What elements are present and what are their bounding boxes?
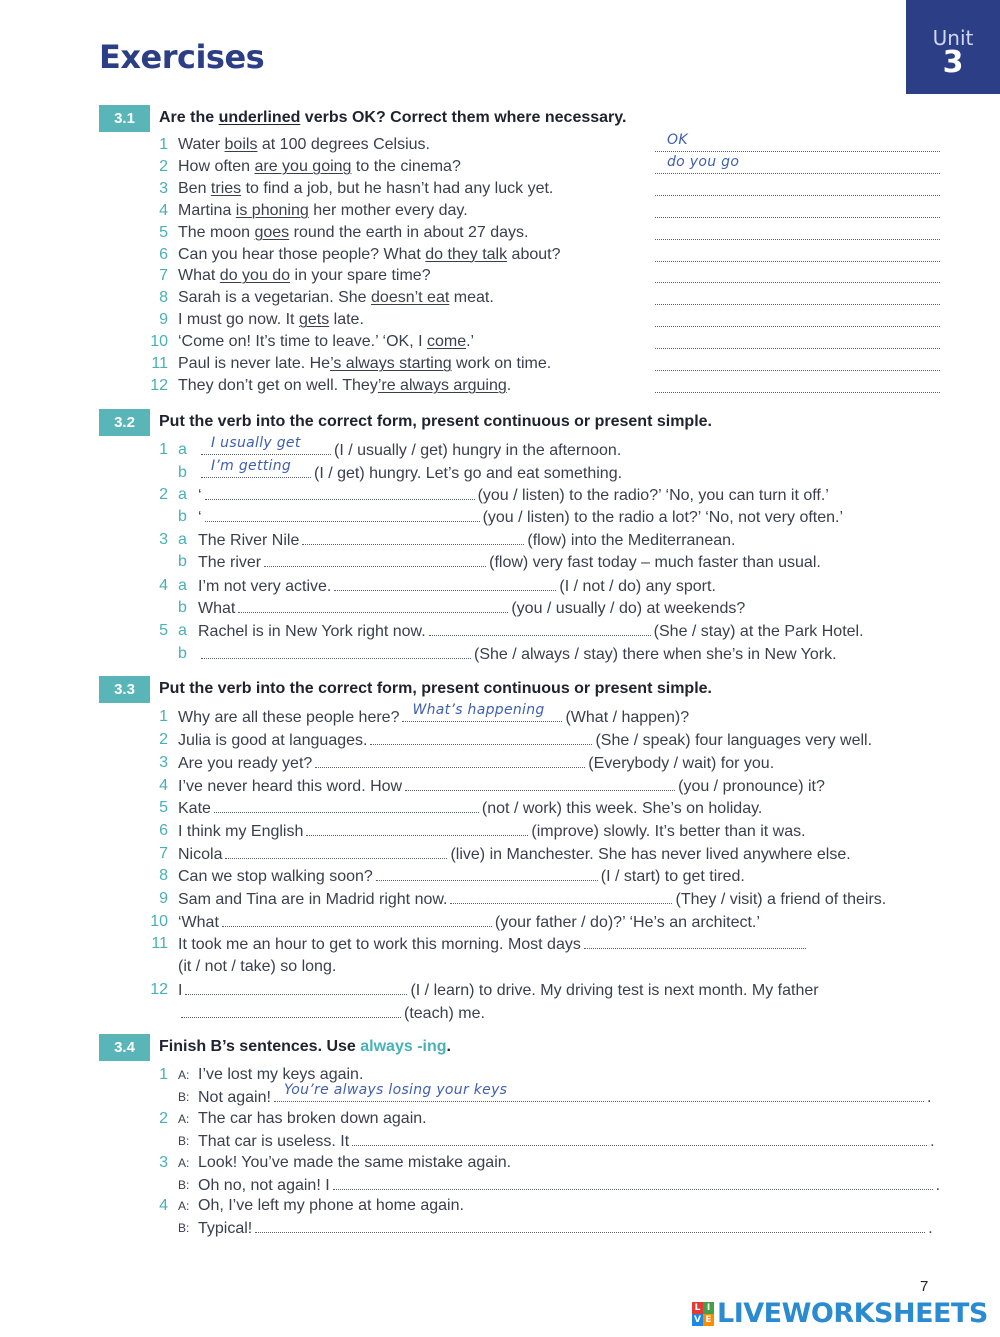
sentence-text: Paul is never late. He xyxy=(178,355,331,372)
item-number: 11 xyxy=(151,935,168,952)
sentence-text: How often xyxy=(178,157,255,175)
sentence-text: to the cinema? xyxy=(351,157,461,175)
list-item xyxy=(0,484,1000,506)
item-number: 7 xyxy=(159,267,168,285)
item-number: 4 xyxy=(159,1197,168,1214)
list-item xyxy=(0,435,1000,461)
sentence-text: Nicola xyxy=(178,846,223,863)
item-sentence xyxy=(198,620,864,643)
underlined-verb: doesn’t eat xyxy=(371,289,450,307)
sentence-text: (not / work) this week. She’s on holiday. xyxy=(481,800,763,817)
list-item xyxy=(0,888,1000,910)
item-sentence xyxy=(178,797,762,820)
answer-blank[interactable] xyxy=(306,820,528,836)
list-item xyxy=(0,200,1000,222)
sentence-text: (I / get) hungry. Let’s go and eat something. xyxy=(314,465,623,482)
item-number: 7 xyxy=(159,845,168,862)
sentence-text: Typical! xyxy=(198,1220,253,1237)
list-item xyxy=(0,178,1000,200)
underlined-verb: boils xyxy=(224,136,258,153)
dialogue-line-b xyxy=(0,1174,1000,1196)
dialogue-line-b xyxy=(0,1130,1000,1152)
list-item xyxy=(0,309,1000,331)
sentence-text: Not again! xyxy=(198,1089,271,1106)
item-sentence xyxy=(178,752,774,775)
item-number: 1 xyxy=(159,136,168,153)
sentence-end: . xyxy=(928,1220,933,1237)
list-item xyxy=(0,729,1000,751)
sentence-text: The moon xyxy=(178,223,255,241)
item-sentence xyxy=(198,597,745,620)
sentence-text: I think my English xyxy=(178,823,304,840)
item-sentence xyxy=(178,820,806,843)
list-item xyxy=(0,597,1000,619)
sentence-text: I’m not very active. xyxy=(198,578,332,595)
item-letter: b xyxy=(178,599,187,616)
item-sentence xyxy=(178,843,851,866)
sentence-text: That car is useless. It xyxy=(198,1133,350,1150)
item-letter: a xyxy=(178,531,187,548)
sentence-text: at 100 degrees Celsius. xyxy=(257,136,430,153)
answer-blank[interactable] xyxy=(655,180,940,196)
answer-blank[interactable] xyxy=(225,843,447,859)
item-sentence xyxy=(198,643,837,666)
dialogue-line-a xyxy=(0,1152,1000,1174)
list-item xyxy=(0,797,1000,819)
item-number: 10 xyxy=(150,913,168,930)
speaker-b-text xyxy=(198,1082,932,1109)
list-item xyxy=(0,529,1000,551)
sentence-text: her mother every day. xyxy=(308,201,468,219)
item-sentence xyxy=(178,331,474,353)
item-letter: a xyxy=(178,486,187,503)
item-number: 5 xyxy=(159,223,168,241)
item-sentence xyxy=(178,865,745,888)
answer-blank[interactable] xyxy=(655,153,940,174)
answer-blank[interactable] xyxy=(655,333,940,349)
sentence-text: . xyxy=(506,376,512,394)
sentence-text: Oh no, not again! I xyxy=(198,1177,330,1194)
list-item xyxy=(0,933,1000,955)
sentence-text: (live) in Manchester. She has never lived anywhere else. xyxy=(450,846,851,863)
item-number: 4 xyxy=(159,577,168,594)
item-sentence xyxy=(178,178,553,200)
list-item xyxy=(0,551,1000,573)
sentence-text: work on time. xyxy=(451,355,552,372)
speaker-a-text: I’ve lost my keys again. xyxy=(198,1066,364,1083)
sentence-text: Why are all these people here? xyxy=(178,709,400,726)
sentence-text: meat. xyxy=(449,289,494,307)
item-number: 1 xyxy=(159,441,168,458)
sentence-text: Ben xyxy=(178,179,211,197)
underlined-verb: gets xyxy=(298,311,330,329)
item-number: 3 xyxy=(159,1154,168,1171)
answer-blank[interactable] xyxy=(315,752,585,768)
underlined-verb: do you do xyxy=(219,267,291,285)
speaker-a-text: Oh, I’ve left my phone at home again. xyxy=(198,1197,464,1214)
sentence-text: (improve) slowly. It’s better than it was. xyxy=(531,823,806,840)
answer-blank[interactable] xyxy=(655,377,940,393)
speaker-label: B: xyxy=(178,1178,190,1192)
list-item xyxy=(0,222,1000,244)
sentence-text: (She / stay) at the Park Hotel. xyxy=(653,623,864,640)
sentence-text: (What / happen)? xyxy=(565,709,690,726)
item-sentence xyxy=(178,888,886,911)
sentence-text: round the earth in about 27 days. xyxy=(289,223,529,241)
item-sentence xyxy=(178,1002,485,1025)
sentence-text: ‘What xyxy=(178,914,219,931)
speaker-label: B: xyxy=(178,1221,190,1235)
item-number: 1 xyxy=(159,708,168,725)
handwritten-answer: OK xyxy=(667,132,688,148)
answer-blank[interactable] xyxy=(429,620,651,636)
exercise-badge: 3.2 xyxy=(99,409,150,436)
handwritten-answer: You’re always losing your keys xyxy=(283,1082,508,1098)
unit-number: 3 xyxy=(942,45,964,80)
item-letter: b xyxy=(178,553,187,570)
sentence-text: (I / learn) to drive. My driving test is next month. My father xyxy=(410,982,819,999)
answer-blank[interactable] xyxy=(205,506,480,522)
sentence-text: The River Nile xyxy=(198,532,300,549)
item-number: 2 xyxy=(159,1110,168,1127)
list-item xyxy=(0,575,1000,597)
sentence-text: ‘ xyxy=(198,509,202,526)
item-number: 6 xyxy=(159,245,168,263)
page-number: 7 xyxy=(920,1278,929,1295)
answer-blank[interactable] xyxy=(655,267,940,283)
speaker-b-text xyxy=(198,1130,935,1153)
item-letter: a xyxy=(178,622,187,639)
item-sentence xyxy=(178,375,511,397)
exercise-instruction: Finish B’s sentences. Use always -ing. xyxy=(159,1038,451,1055)
speaker-a-text: Look! You’ve made the same mistake again. xyxy=(198,1154,512,1171)
list-item xyxy=(0,134,1000,156)
item-sentence xyxy=(178,702,690,729)
answer-blank[interactable] xyxy=(264,551,486,567)
item-sentence xyxy=(178,956,336,978)
sentence-text: What xyxy=(198,600,236,617)
list-item-continuation xyxy=(0,1002,1000,1024)
sentence-text: They don’t get on well. They xyxy=(178,376,378,394)
answer-blank[interactable] xyxy=(655,246,940,262)
item-sentence xyxy=(178,775,825,798)
underlined-verb: tries xyxy=(210,179,242,197)
answer-blank[interactable] xyxy=(402,702,562,722)
sentence-text: I xyxy=(178,982,183,999)
sentence-text: (I / not / do) any sport. xyxy=(559,578,716,595)
liveworksheets-logo xyxy=(692,1298,988,1329)
list-item xyxy=(0,506,1000,528)
answer-blank[interactable] xyxy=(238,597,508,613)
item-letter: b xyxy=(178,645,187,662)
item-sentence xyxy=(198,458,623,485)
item-number: 2 xyxy=(159,486,168,503)
item-sentence xyxy=(178,244,561,266)
page-title: Exercises xyxy=(99,38,265,76)
item-number: 10 xyxy=(150,333,168,351)
list-item xyxy=(0,979,1000,1001)
sentence-text: Can we stop walking soon? xyxy=(178,868,373,885)
sentence-text: (flow) into the Mediterranean. xyxy=(527,532,736,549)
sentence-text: (you / listen) to the radio a lot?’ ‘No, not very often.’ xyxy=(482,509,844,526)
underlined-verb: do they talk xyxy=(425,245,508,263)
answer-blank[interactable] xyxy=(655,355,940,371)
sentence-text: (you / usually / do) at weekends? xyxy=(511,600,746,617)
answer-blank[interactable] xyxy=(450,888,672,904)
list-item xyxy=(0,331,1000,353)
item-sentence xyxy=(178,309,364,331)
list-item xyxy=(0,865,1000,887)
sentence-text: (She / always / stay) there when she’s in New York. xyxy=(474,646,837,663)
item-sentence xyxy=(198,575,716,598)
item-letter: b xyxy=(178,508,187,525)
underlined-verb: goes xyxy=(254,223,290,241)
list-item xyxy=(0,620,1000,642)
exercise-instruction: Put the verb into the correct form, present continuous or present simple. xyxy=(159,680,712,697)
underlined-verb: come xyxy=(426,333,467,351)
sentence-text: .’ xyxy=(466,333,475,351)
dialogue-line-b xyxy=(0,1082,1000,1108)
sentence-text: (I / start) to get tired. xyxy=(600,868,745,885)
list-item xyxy=(0,353,1000,375)
speaker-label: A: xyxy=(178,1068,190,1082)
underlined-verb: ’re always arguing xyxy=(377,376,507,394)
sentence-end: . xyxy=(926,1089,932,1106)
list-item xyxy=(0,265,1000,287)
sentence-text: (it / not / take) so long. xyxy=(178,958,337,975)
sentence-text: What xyxy=(178,267,220,285)
item-sentence xyxy=(198,506,843,529)
speaker-label: B: xyxy=(178,1090,190,1104)
sentence-text: Martina xyxy=(178,201,236,219)
sentence-text: I must go now. It xyxy=(178,311,299,329)
sentence-text: (your father / do)?’ ‘He’s an architect.’ xyxy=(494,914,760,931)
answer-blank[interactable] xyxy=(334,575,556,591)
item-sentence xyxy=(178,156,461,178)
sentence-text: Water xyxy=(178,136,225,153)
sentence-text: Julia is good at languages. xyxy=(178,732,368,749)
item-number: 3 xyxy=(159,531,168,548)
list-item xyxy=(0,820,1000,842)
list-item xyxy=(0,153,1000,178)
item-sentence xyxy=(178,911,760,934)
item-sentence xyxy=(178,134,430,156)
dialogue-line-a xyxy=(0,1195,1000,1217)
sentence-text: Sam and Tina are in Madrid right now. xyxy=(178,891,448,908)
dialogue-line-a xyxy=(0,1108,1000,1130)
answer-blank[interactable] xyxy=(655,289,940,305)
answer-blank[interactable] xyxy=(352,1130,927,1146)
item-letter: b xyxy=(178,464,187,481)
list-item xyxy=(0,643,1000,665)
item-number: 9 xyxy=(159,311,168,329)
speaker-label: B: xyxy=(178,1134,190,1148)
sentence-text: ‘Come on! It’s time to leave.’ ‘OK, I xyxy=(178,333,427,351)
answer-blank[interactable] xyxy=(181,1002,401,1018)
list-item xyxy=(0,287,1000,309)
item-sentence xyxy=(178,287,494,309)
handwritten-answer: What’s happening xyxy=(412,702,545,718)
item-sentence xyxy=(178,353,551,375)
handwritten-answer: I’m getting xyxy=(211,458,292,474)
dialogue-line-b xyxy=(0,1217,1000,1239)
exercise-instruction: Put the verb into the correct form, present continuous or present simple. xyxy=(159,413,712,430)
logo-text: LIVEWORKSHEETS xyxy=(717,1298,988,1329)
answer-blank[interactable] xyxy=(655,202,940,218)
sentence-text: Sarah is a vegetarian. She xyxy=(178,289,372,307)
speaker-label: A: xyxy=(178,1199,190,1213)
answer-blank[interactable] xyxy=(655,224,940,240)
sentence-text: in your spare time? xyxy=(290,267,431,285)
answer-blank[interactable] xyxy=(205,484,475,500)
sentence-text: The river xyxy=(198,554,262,571)
item-number: 3 xyxy=(159,754,168,771)
list-item xyxy=(0,244,1000,266)
item-number: 3 xyxy=(159,179,168,197)
item-number: 1 xyxy=(159,1066,168,1083)
sentence-end: . xyxy=(935,1177,941,1194)
item-number: 8 xyxy=(159,867,168,884)
answer-blank[interactable] xyxy=(302,529,524,545)
list-item xyxy=(0,702,1000,728)
sentence-text: Rachel is in New York right now. xyxy=(198,623,426,640)
sentence-text: to find a job, but he hasn’t had any luck yet. xyxy=(241,179,554,197)
sentence-text: Are you ready yet? xyxy=(178,755,313,772)
handwritten-answer: I usually get xyxy=(211,435,301,451)
item-sentence xyxy=(198,484,829,507)
item-sentence xyxy=(198,551,821,574)
exercise-badge: 3.4 xyxy=(99,1034,150,1061)
item-number: 8 xyxy=(159,289,168,307)
sentence-text: (teach) me. xyxy=(404,1005,485,1022)
sentence-text: (Everybody / wait) for you. xyxy=(588,755,775,772)
item-sentence xyxy=(178,729,872,752)
sentence-text: (She / speak) four languages very well. xyxy=(595,732,873,749)
answer-blank[interactable] xyxy=(214,797,479,813)
item-number: 12 xyxy=(150,376,168,394)
sentence-text: ‘ xyxy=(198,487,202,504)
sentence-end: . xyxy=(930,1133,935,1150)
sentence-text: (They / visit) a friend of theirs. xyxy=(675,891,887,908)
speaker-label: A: xyxy=(178,1112,190,1126)
item-sentence xyxy=(198,529,735,552)
exercise-badge: 3.3 xyxy=(99,676,150,703)
answer-blank[interactable] xyxy=(222,911,492,927)
sentence-text: about? xyxy=(507,245,561,263)
item-number: 2 xyxy=(159,157,168,175)
item-sentence xyxy=(178,979,819,1002)
sentence-text: I’ve never heard this word. How xyxy=(178,778,403,795)
sentence-text: Can you hear those people? What xyxy=(178,245,426,263)
answer-blank[interactable] xyxy=(255,1217,925,1233)
speaker-a-text: The car has broken down again. xyxy=(198,1110,427,1127)
sentence-text: (you / pronounce) it? xyxy=(678,778,825,795)
item-number: 4 xyxy=(159,201,168,219)
sentence-text: late. xyxy=(329,311,364,329)
exercise-instruction: Are the underlined verbs OK? Correct them where necessary. xyxy=(159,109,627,126)
list-item xyxy=(0,375,1000,397)
item-number: 12 xyxy=(150,981,168,998)
sentence-text: (you / listen) to the radio?’ ‘No, you can turn it off.’ xyxy=(477,487,829,504)
item-number: 5 xyxy=(159,622,168,639)
sentence-text: (I / usually / get) hungry in the afternoon. xyxy=(334,442,622,459)
sentence-text: It took me an hour to get to work this morning. Most days xyxy=(178,936,581,953)
answer-blank[interactable] xyxy=(405,775,675,791)
answer-blank[interactable] xyxy=(201,643,471,659)
item-sentence xyxy=(178,265,431,287)
sentence-text: (flow) very fast today – much faster than usual. xyxy=(489,554,821,571)
underlined-verb: ’s always starting xyxy=(330,355,452,372)
answer-blank[interactable] xyxy=(333,1174,933,1190)
item-number: 11 xyxy=(151,355,168,372)
logo-icon: L I V E xyxy=(692,1302,714,1326)
answer-blank[interactable] xyxy=(376,865,598,881)
unit-label: Unit xyxy=(932,26,974,50)
item-number: 6 xyxy=(159,822,168,839)
item-number: 2 xyxy=(159,731,168,748)
item-letter: a xyxy=(178,577,187,594)
list-item xyxy=(0,843,1000,865)
list-item xyxy=(0,458,1000,484)
answer-blank[interactable] xyxy=(655,311,940,327)
item-sentence xyxy=(178,200,468,222)
item-number: 5 xyxy=(159,799,168,816)
answer-blank[interactable] xyxy=(584,933,806,949)
answer-blank[interactable] xyxy=(201,458,311,478)
answer-blank[interactable] xyxy=(370,729,592,745)
answer-blank[interactable] xyxy=(185,979,407,995)
exercise-badge: 3.1 xyxy=(99,105,150,132)
underlined-verb: are you going xyxy=(254,157,352,175)
speaker-b-text xyxy=(198,1217,933,1240)
answer-blank[interactable] xyxy=(201,435,331,455)
unit-tab xyxy=(906,0,1000,94)
item-number: 4 xyxy=(159,777,168,794)
list-item xyxy=(0,752,1000,774)
item-number: 9 xyxy=(159,890,168,907)
item-sentence xyxy=(178,933,809,956)
speaker-b-text xyxy=(198,1174,940,1197)
speaker-label: A: xyxy=(178,1156,190,1170)
list-item-continuation xyxy=(0,956,1000,978)
list-item xyxy=(0,775,1000,797)
underlined-verb: is phoning xyxy=(235,201,309,219)
handwritten-answer: do you go xyxy=(667,153,740,170)
list-item xyxy=(0,911,1000,933)
sentence-text: Kate xyxy=(178,800,211,817)
answer-blank[interactable] xyxy=(274,1082,924,1102)
item-letter: a xyxy=(178,441,187,458)
answer-blank[interactable] xyxy=(655,132,940,152)
item-sentence xyxy=(178,222,528,244)
